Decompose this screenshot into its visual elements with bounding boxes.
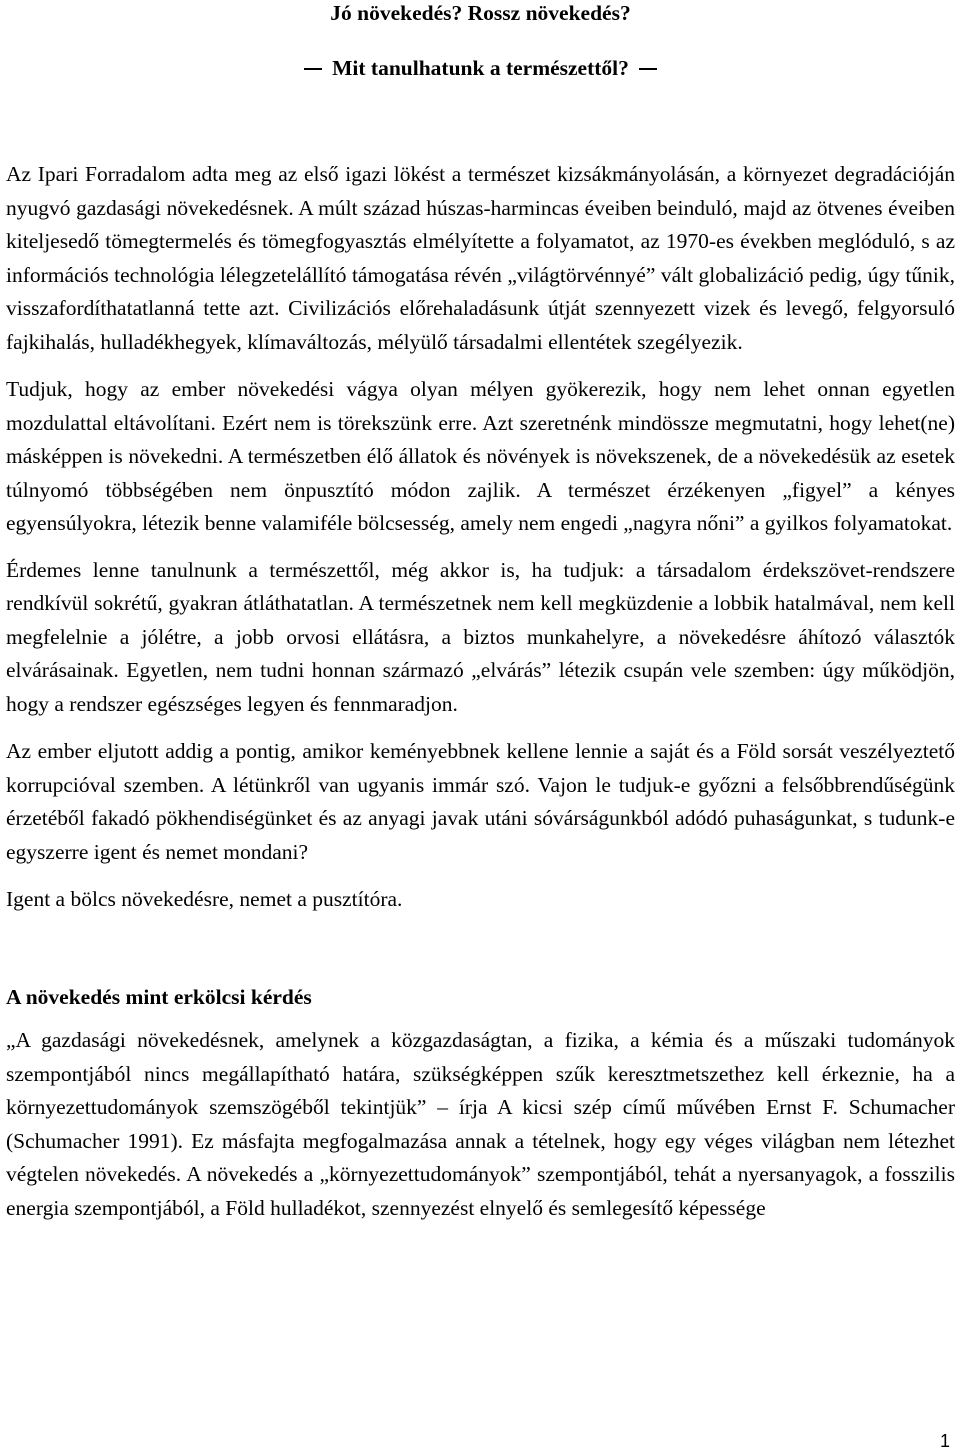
document-title-line-2 [6, 55, 955, 81]
paragraph-3: Érdemes lenne tanulnunk a természettől, még akkor is, ha tudjuk: a társadalom érdekszövet-rendszere rendkívül sokrétű, gyakran átláthatatlan. A természetnek nem kell megküzdenie a lobbik hatalmával, nem kell megfelelnie a jólétre, a jobb orvosi ellátásra, a biztos munkahelyre, a növekedésre áhítozó választók elvárásainak. Egyetlen, nem tudni honnan származó „elvárás” létezik csupán vele szemben: úgy működjön, hogy a rendszer egészséges legyen és fennmaradjon. [6, 557, 955, 716]
document-title-line-1: Jó növekedés? Rossz növekedés? [330, 1, 631, 25]
section-heading: A növekedés mint erkölcsi kérdés [6, 984, 312, 1009]
document-subtitle: Mit tanulhatunk a természettől? [332, 56, 629, 80]
section-paragraph: „A gazdasági növekedésnek, amelynek a közgazdaságtan, a fizika, a kémia és a műszaki tudományok szempontjából nincs megállapítható határa, szükségképpen szűk keresztmetszethez kell érkeznie, ha a környezettudományok szemszögéből tekintjük” – írja A kicsi szép című művében Ernst F. Schumacher (Schumacher 1991). Ez másfajta megfogalmazása annak a tételnek, hogy egy véges világban nem létezhet végtelen növekedés. A növekedés a „környezettudományok” szempontjából, tehát a nyersanyagok, a fosszilis energia szempontjából, a Föld hulladékot, szennyezést elnyelő és semlegesítő képessége [6, 1028, 955, 1220]
page-number: 1 [939, 1431, 950, 1451]
paragraph-1: Az Ipari Forradalom adta meg az első igazi lökést a természet kizsákmányolásán, a környezet degradációján nyugvó gazdasági növekedésnek. A múlt század húszas-harmincas éveiben beinduló, majd az ötvenes éveiben kiteljesedő tömegtermelés és tömegfogyasztás elmélyítette a folyamatot, az 1970-es években meglóduló, s az információs technológia lélegzetelállító támogatása révén „világtörvénnyé” vált globalizáció pedig, úgy tűnik, visszafordíthatatlanná tette azt. Civilizációs előrehaladásunk útját szennyezett vizek és levegő, felgyorsuló fajkihalás, hulladékhegyek, klímaváltozás, mélyülő társadalmi ellentétek szegélyezik. [6, 162, 955, 354]
paragraph-2: Tudjuk, hogy az ember növekedési vágya olyan mélyen gyökerezik, hogy nem lehet onnan egyetlen mozdulattal eltávolítani. Ezért nem is törekszünk erre. Azt szeretnénk mindössze megmutatni, hogy lehet(ne) másképpen is növekedni. A természetben élő állatok és növények is növekszenek, de a növekedésük az esetek túlnyomó többségében nem önpusztító módon zajlik. A természet érzékenyen „figyel” a kényes egyensúlyokra, létezik benne valamiféle bölcsesség, amely nem engedi „nagyra nőni” a gyilkos folyamatokat. [6, 377, 955, 535]
paragraph-5: Igent a bölcs növekedésre, nemet a pusztítóra. [6, 887, 403, 911]
em-dash-left [304, 68, 322, 70]
paragraph-4: Az ember eljutott addig a pontig, amikor keményebbnek kellene lennie a saját és a Föld sorsát veszélyeztető korrupcióval szemben. A létünkről van ugyanis immár szó. Vajon le tudjuk-e győzni a felsőbbrendűségünk érzetéből fakadó pökhendiségünket és az anyagi javak utáni sóvárságunkból adódó puhaságunkat, s tudunk-e egyszerre igent és nemet mondani? [6, 739, 955, 864]
em-dash-right [639, 68, 657, 70]
document-page [6, 0, 955, 1456]
document-body [6, 158, 955, 1239]
